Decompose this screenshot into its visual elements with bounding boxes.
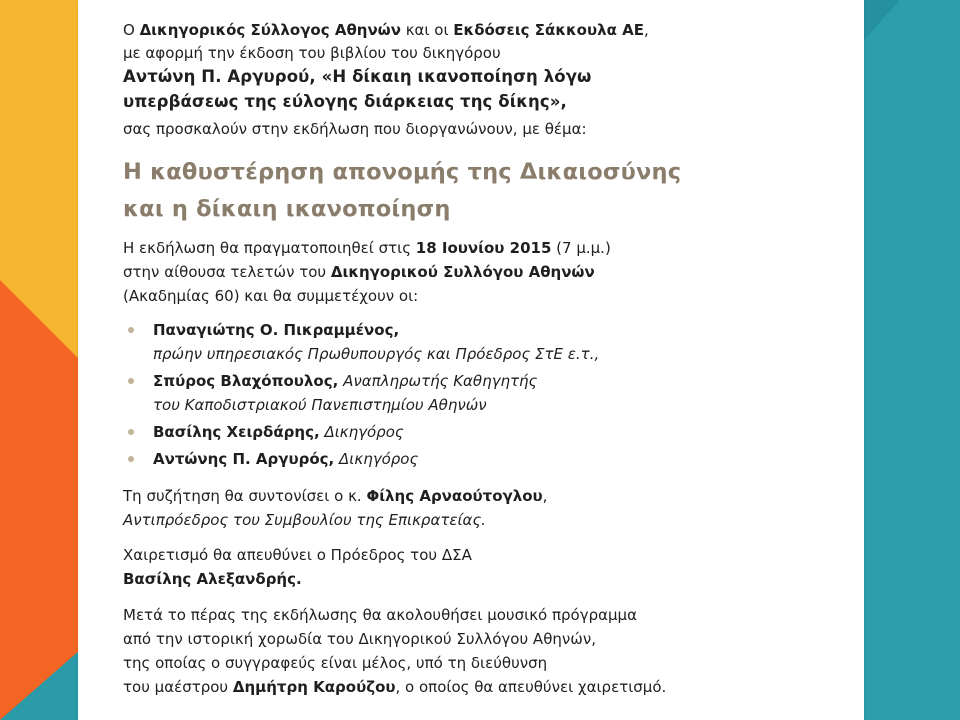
moderator-name: Φίλης Αρναούτογλου <box>366 487 543 505</box>
conductor-name: Δημήτρη Καρούζου <box>232 678 396 696</box>
speaker-4: Αντώνης Π. Αργυρός, Δικηγόρος <box>153 450 419 468</box>
invitation-document <box>78 0 864 720</box>
event-line-1: Η εκδήλωση θα πραγματοποιηθεί στις 18 Ιουνίου 2015 (7 μ.μ.) <box>123 239 611 257</box>
bullet-icon <box>128 456 134 462</box>
speaker-2-role: του Καποδιστριακού Πανεπιστημίου Αθηνών <box>153 396 487 414</box>
moderator-line-2: Αντιπρόεδρος του Συμβουλίου της Επικρατείας. <box>123 511 487 529</box>
greeting-line-2 <box>123 569 302 589</box>
bar-association-name: Δικηγορικός Σύλλογος Αθηνών <box>139 21 401 39</box>
speaker-3: Βασίλης Χειρδάρης, Δικηγόρος <box>153 423 404 441</box>
bullet-icon <box>128 429 134 435</box>
greeting-line-1: Χαιρετισμό θα απευθύνει ο Πρόεδρος του ΔΣΑ <box>123 546 472 564</box>
event-date: 18 Ιουνίου 2015 <box>415 239 552 257</box>
event-line-2: στην αίθουσα τελετών του Δικηγορικού Συλλόγου Αθηνών <box>123 263 595 281</box>
president-name: Βασίλης Αλεξανδρής. <box>123 570 302 588</box>
event-venue: Δικηγορικού Συλλόγου Αθηνών <box>330 263 595 281</box>
intro-line-1: Ο Δικηγορικός Σύλλογος Αθηνών και οι Εκδόσεις Σάκκουλα ΑΕ, <box>123 21 649 39</box>
speaker-1-role: πρώην υπηρεσιακός Πρωθυπουργός και Πρόεδρος ΣτΕ ε.τ., <box>153 345 600 363</box>
publisher-name: Εκδόσεις Σάκκουλα ΑΕ <box>453 21 644 39</box>
intro-line-2: με αφορμή την έκδοση του βιβλίου του δικηγόρου <box>123 44 501 62</box>
bullet-icon <box>128 327 134 333</box>
moderator-line-1: Τη συζήτηση θα συντονίσει ο κ. Φίλης Αρναούτογλου, <box>123 487 548 505</box>
book-title-line-2: υπερβάσεως της εύλογης διάρκειας της δίκης», <box>123 92 567 111</box>
music-line-2: από την ιστορική χορωδία του Δικηγορικού Συλλόγου Αθηνών, <box>123 630 596 648</box>
bullet-icon <box>128 378 134 384</box>
intro-line-5: σας προσκαλούν στην εκδήλωση που διοργανώνουν, με θέμα: <box>123 120 587 138</box>
music-line-4: του μαέστρου Δημήτρη Καρούζου, ο οποίος θα απευθύνει χαιρετισμό. <box>123 678 667 696</box>
topic-heading-line-1: Η καθυστέρηση απονομής της Δικαιοσύνης <box>123 159 682 185</box>
event-line-3: (Ακαδημίας 60) και θα συμμετέχουν οι: <box>123 287 419 305</box>
topic-heading-line-2: και η δίκαιη ικανοποίηση <box>123 196 451 222</box>
speaker-2-name: Σπύρος Βλαχόπουλος, Αναπληρωτής Καθηγητής <box>153 372 538 390</box>
speaker-1-name: Παναγιώτης Ο. Πικραμμένος, <box>153 321 400 339</box>
music-line-1: Μετά το πέρας της εκδήλωσης θα ακολουθήσει μουσικό πρόγραμμα <box>123 606 637 624</box>
right-teal-band <box>864 0 960 720</box>
music-line-3: της οποίας ο συγγραφεύς είναι μέλος, υπό τη διεύθυνση <box>123 654 548 672</box>
book-title-line-1: Αντώνη Π. Αργυρού, «Η δίκαιη ικανοποίηση λόγω <box>123 67 592 86</box>
